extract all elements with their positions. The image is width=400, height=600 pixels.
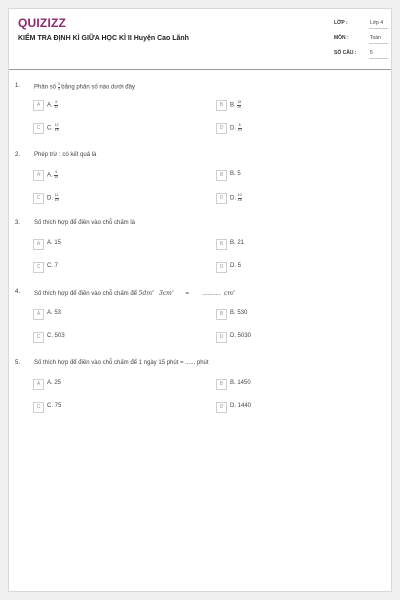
option-prefix: D.	[230, 403, 236, 409]
meta-class-label: LỚP :	[334, 20, 348, 26]
option-prefix: B.	[230, 171, 236, 177]
math-exponent: 2	[152, 289, 154, 293]
meta-class-value: Lớp 4	[369, 19, 388, 29]
quizizz-logo: QUIZIZZ	[18, 16, 67, 30]
option-text	[230, 194, 242, 202]
option-text	[230, 240, 244, 246]
worksheet-title: KIỂM TRA ĐỊNH KÌ GIỮA HỌC KÌ II Huyện Cao Lãnh	[18, 35, 189, 42]
fraction	[54, 101, 58, 109]
option-letter-box[interactable]: C	[33, 193, 44, 204]
option-letter-box[interactable]: D	[216, 262, 227, 273]
option-text	[47, 194, 59, 202]
option-prefix: B.	[230, 102, 236, 109]
option-text	[47, 101, 58, 109]
fraction-denominator: 15	[54, 197, 59, 202]
option-prefix: B.	[230, 310, 236, 316]
math-exponent: 2	[171, 289, 174, 293]
question-number: 1.	[15, 83, 21, 89]
fraction-numerator: 3	[57, 82, 60, 86]
option-letter-box[interactable]: B	[216, 309, 227, 320]
question-number: 2.	[15, 152, 21, 158]
option-letter-box[interactable]: A	[33, 239, 44, 250]
math-term	[224, 290, 235, 297]
question-text: Số thích hợp để điền vào chỗ chấm là	[34, 220, 135, 226]
fraction-numerator: 5	[55, 170, 58, 174]
option-letter-box[interactable]: C	[33, 332, 44, 343]
option-letter-box[interactable]: A	[33, 309, 44, 320]
fraction-numerator: 11	[54, 193, 59, 197]
option-text	[230, 333, 251, 339]
question-number: 5.	[15, 360, 21, 366]
fraction-denominator: 15	[237, 197, 242, 202]
option-value: 53	[54, 310, 62, 316]
meta-subject-value: Toán	[369, 34, 388, 44]
option-text	[230, 101, 241, 109]
option-value: 530	[237, 310, 248, 316]
option-letter-box[interactable]: A	[33, 379, 44, 390]
option-value: 503	[54, 333, 65, 339]
meta-count	[334, 47, 390, 59]
worksheet-header	[9, 9, 391, 70]
option-letter-box[interactable]: D	[216, 402, 227, 413]
option-text	[230, 310, 247, 316]
option-value: 1440	[237, 403, 252, 409]
meta-class	[334, 17, 390, 29]
fraction-numerator: 6	[55, 100, 58, 104]
option-letter-box[interactable]: B	[216, 170, 227, 181]
option-prefix: C.	[47, 125, 53, 132]
option-value: 5	[237, 171, 241, 177]
fraction-numerator: 15	[237, 100, 242, 104]
question-text	[34, 83, 135, 91]
math-value: cm	[223, 290, 234, 297]
option-value: 7	[54, 263, 59, 269]
option-letter-box[interactable]: C	[33, 123, 44, 134]
fraction-numerator: 8	[238, 123, 241, 127]
option-prefix: D.	[230, 125, 236, 132]
meta-count-label: SỐ CÂU :	[334, 50, 357, 56]
option-letter-box[interactable]: D	[216, 193, 227, 204]
option-text	[47, 333, 65, 339]
meta-count-value: 5	[369, 49, 388, 59]
math-term	[139, 290, 154, 297]
worksheet-page	[8, 8, 392, 592]
option-prefix: D.	[230, 263, 236, 269]
fraction-numerator: 10	[237, 193, 242, 197]
option-text	[47, 310, 61, 316]
option-letter-box[interactable]: B	[216, 100, 227, 111]
option-value: 1450	[237, 380, 251, 386]
option-letter-box[interactable]: B	[216, 239, 227, 250]
fraction-denominator: 20	[237, 104, 242, 109]
option-text	[47, 124, 59, 132]
fraction-denominator: 10	[237, 127, 242, 132]
fraction	[54, 171, 58, 179]
option-letter-box[interactable]: C	[33, 262, 44, 273]
option-letter-box[interactable]: A	[33, 170, 44, 181]
option-prefix: C.	[47, 333, 53, 339]
fraction-denominator: 4	[57, 86, 60, 91]
question-text	[34, 289, 235, 297]
fraction	[238, 194, 242, 202]
question-text: Số thích hợp để điền vào chỗ chấm để 1 ngày 15 phút = ...... phút	[34, 360, 209, 366]
math-exponent: 2	[233, 289, 235, 293]
option-prefix: B.	[230, 380, 236, 386]
fraction	[237, 101, 241, 109]
fraction-denominator: 15	[54, 127, 59, 132]
option-letter-box[interactable]: C	[33, 402, 44, 413]
option-prefix: A.	[47, 380, 53, 386]
option-prefix: A.	[47, 172, 53, 179]
option-value: 15	[54, 240, 62, 246]
option-letter-box[interactable]: D	[216, 123, 227, 134]
meta-subject-label: MÔN :	[334, 35, 349, 41]
question-text-part: Phân số	[34, 84, 58, 91]
option-text	[47, 403, 61, 409]
equals-sign: =	[185, 291, 189, 297]
fraction	[55, 194, 59, 202]
meta-subject	[334, 32, 390, 44]
question-number: 4.	[15, 289, 21, 295]
option-text	[47, 171, 58, 179]
math-term	[159, 290, 174, 297]
option-prefix: C.	[47, 263, 53, 269]
blank-dots: ...........	[202, 291, 221, 297]
option-text	[230, 403, 251, 409]
fraction-denominator: 12	[54, 104, 59, 109]
option-text	[47, 380, 61, 386]
option-prefix: B.	[230, 240, 236, 246]
question-number: 3.	[15, 220, 21, 226]
option-text	[230, 263, 241, 269]
option-value: 75	[54, 403, 62, 409]
option-prefix: C.	[47, 403, 53, 409]
question-text-part: Số thích hợp để điền vào chỗ chấm để	[34, 291, 139, 297]
math-value: 5dm	[138, 290, 153, 297]
option-prefix: D.	[47, 195, 53, 202]
option-value: 5030	[237, 333, 252, 339]
option-prefix: A.	[47, 310, 53, 316]
math-value: 3cm	[158, 290, 172, 297]
option-prefix: D.	[230, 333, 236, 339]
question-text: Phép trừ : có kết quả là	[34, 152, 97, 158]
fraction-denominator: 15	[54, 174, 59, 179]
option-text	[230, 171, 241, 177]
option-prefix: D.	[230, 195, 236, 202]
option-value: 21	[237, 240, 245, 246]
option-value: 25	[54, 380, 62, 386]
fraction	[55, 124, 59, 132]
option-letter-box[interactable]: D	[216, 332, 227, 343]
option-prefix: A.	[47, 102, 53, 109]
option-prefix: A.	[47, 240, 53, 246]
option-letter-box[interactable]: B	[216, 379, 227, 390]
fraction-numerator: 12	[54, 123, 59, 127]
option-text	[47, 263, 58, 269]
option-value: 5	[237, 263, 242, 269]
option-text	[230, 124, 242, 132]
question-text-part: bằng phân số nào dưới đây	[59, 84, 135, 91]
option-letter-box[interactable]: A	[33, 100, 44, 111]
option-text	[47, 240, 61, 246]
fraction	[238, 124, 242, 132]
option-text	[230, 380, 251, 386]
